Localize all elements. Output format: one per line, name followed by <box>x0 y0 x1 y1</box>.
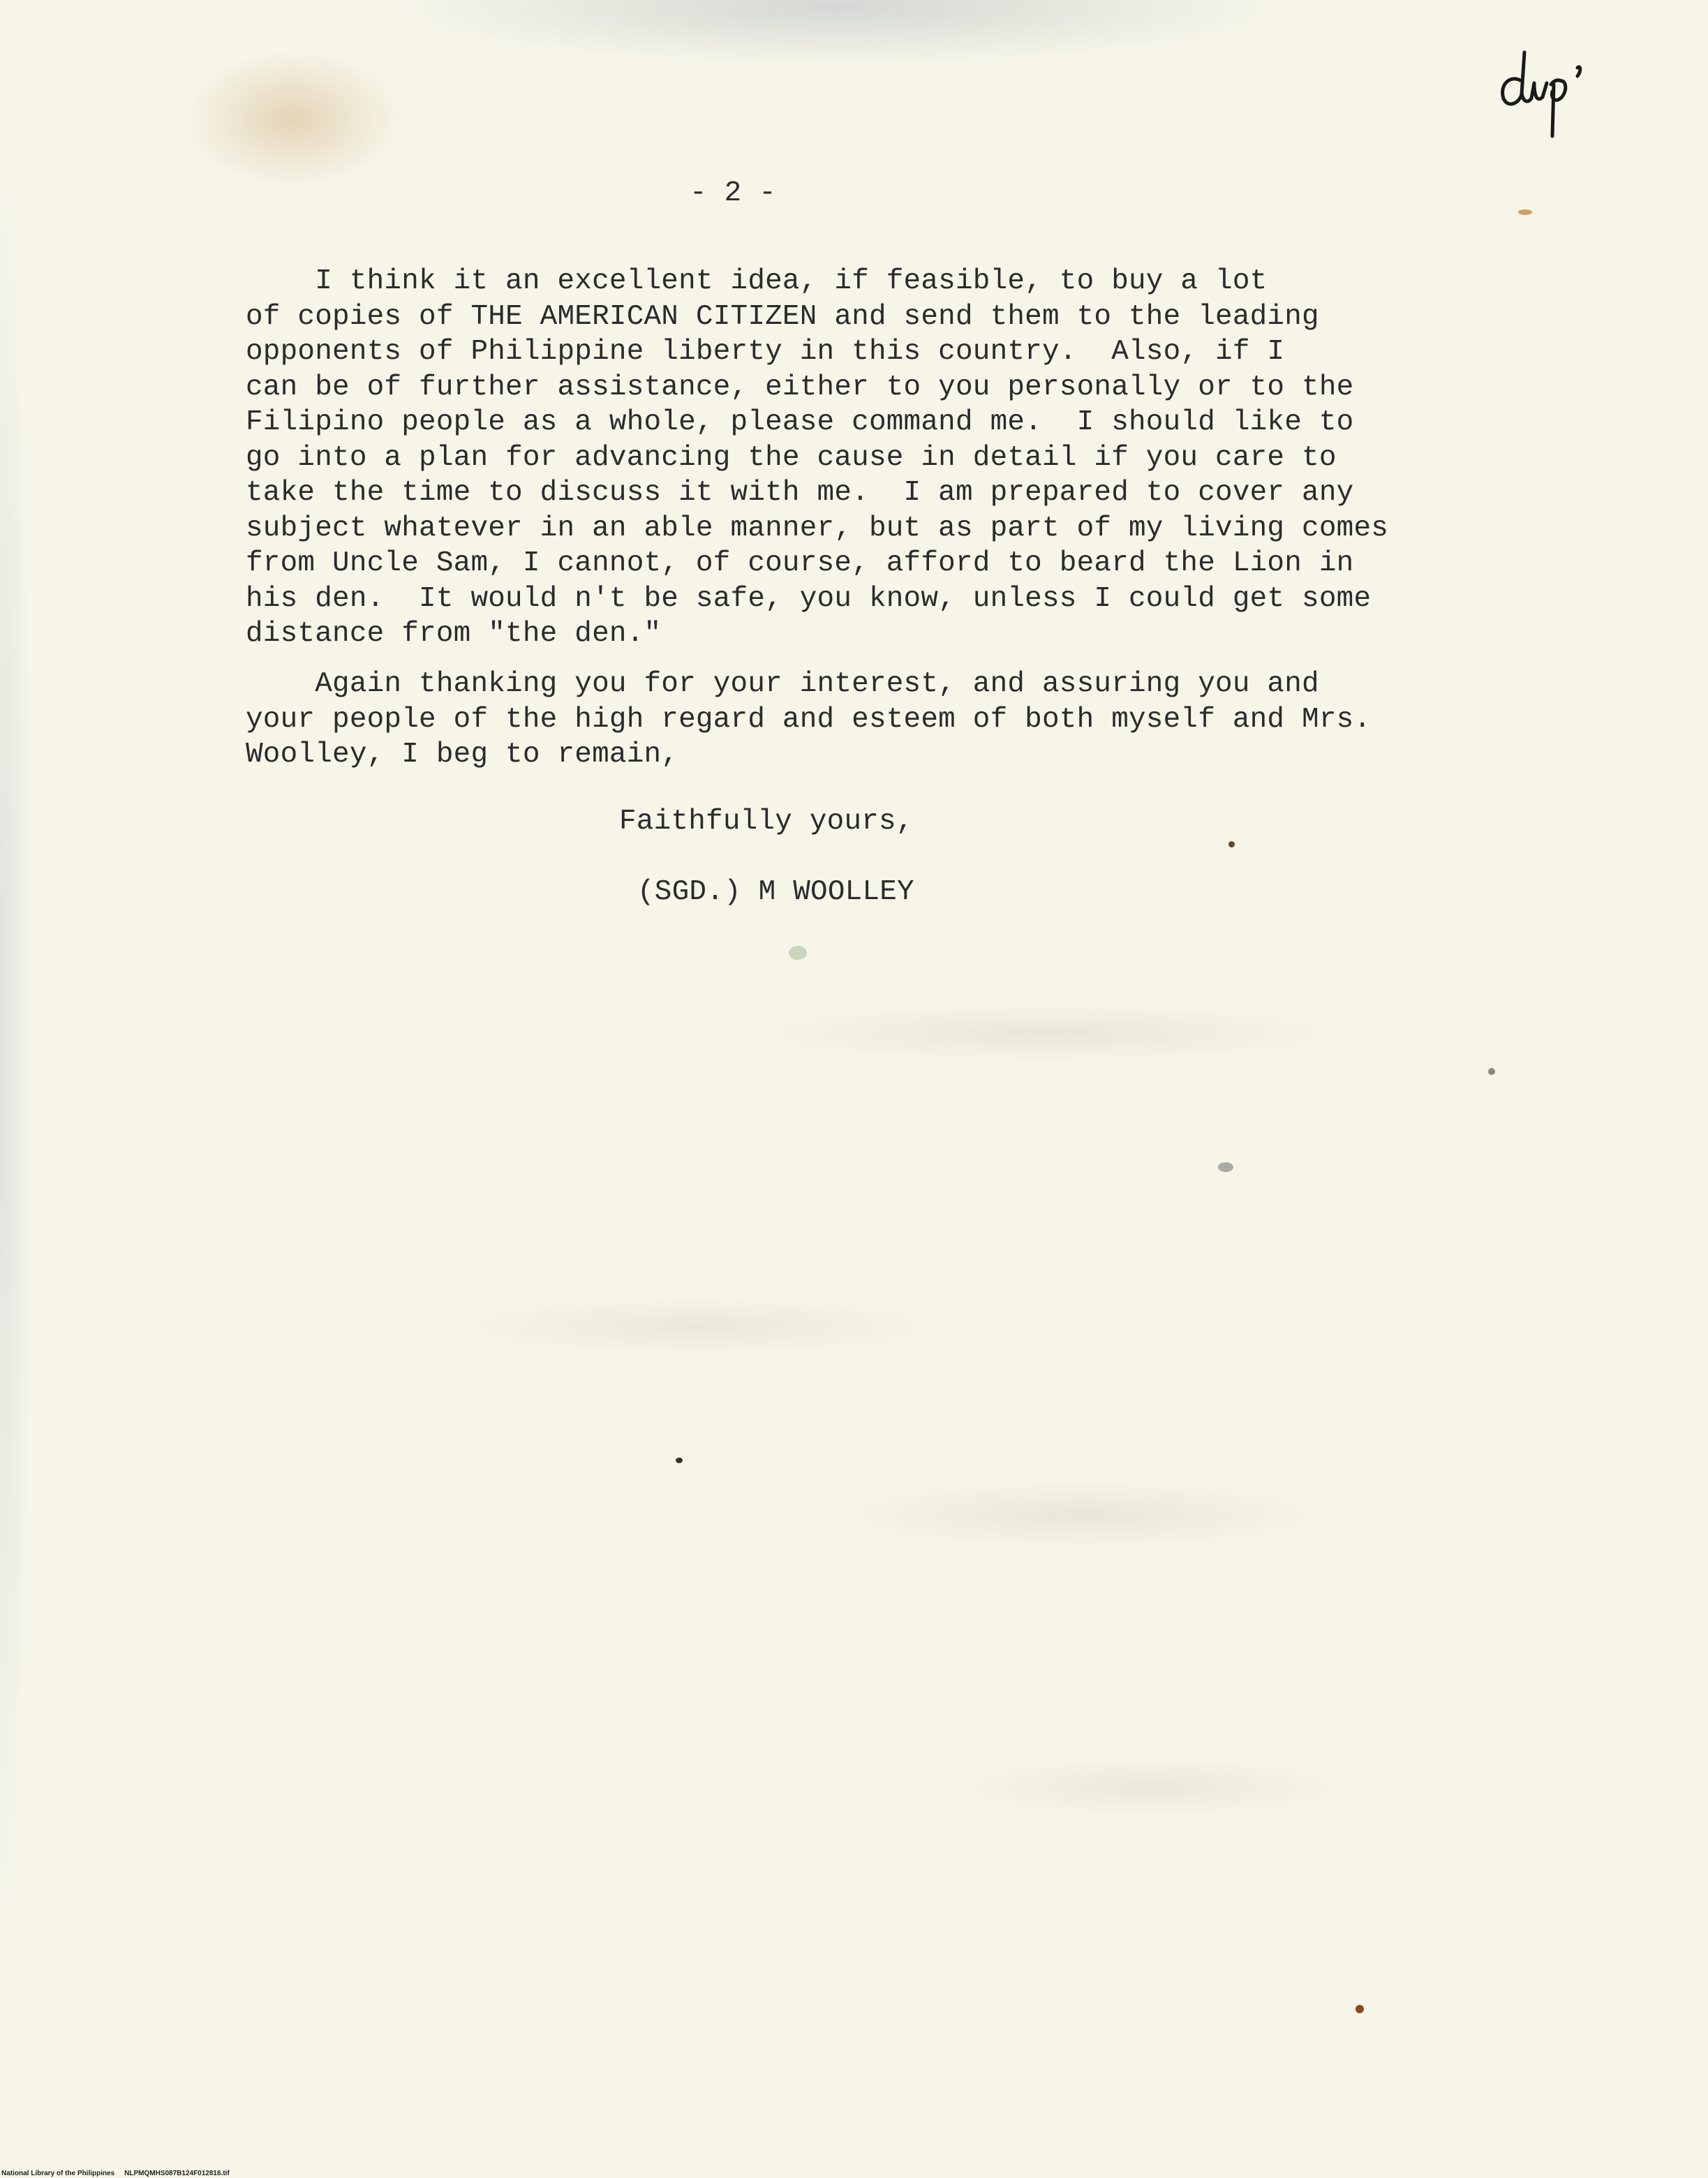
paper-speck <box>676 1458 683 1463</box>
archive-footer <box>1 2170 230 2177</box>
text-line: take the time to discuss it with me. I am prepared to cover any <box>246 477 1354 509</box>
text-line: go into a plan for advancing the cause in detail if you care to <box>246 441 1337 474</box>
text-line: I think it an excellent idea, if feasible, to buy a lot <box>246 265 1268 297</box>
text-line: Again thanking you for your interest, and assuring you and <box>246 668 1319 700</box>
text-line: of copies of THE AMERICAN CITIZEN and send them to the leading <box>246 300 1319 333</box>
text-line: distance from "the den." <box>246 618 662 650</box>
closing-salutation: Faithfully yours, <box>619 806 914 838</box>
paper-speck <box>789 946 807 960</box>
paper-speck <box>1218 1162 1233 1172</box>
handwritten-annotation <box>1494 31 1598 143</box>
paper-speck <box>1488 1068 1495 1075</box>
paper-speck <box>1356 2005 1364 2013</box>
text-line: his den. It would n't be safe, you know, unless I could get some <box>246 582 1372 615</box>
text-line: your people of the high regard and esteem of both myself and Mrs. <box>246 703 1372 736</box>
paper-speck <box>1228 841 1235 847</box>
page-number: - 2 - <box>690 177 777 209</box>
paper-speck <box>1518 209 1532 215</box>
text-line: subject whatever in an able manner, but as part of my living comes <box>246 512 1389 544</box>
text-line: Woolley, I beg to remain, <box>246 739 679 771</box>
text-line: from Uncle Sam, I cannot, of course, afford to beard the Lion in <box>246 547 1354 579</box>
signature-line: (SGD.) M WOOLLEY <box>637 876 914 908</box>
text-line: opponents of Philippine liberty in this country. Also, if I <box>246 336 1285 368</box>
body-paragraph-2 <box>246 667 1371 773</box>
text-line: Filipino people as a whole, please command me. I should like to <box>246 406 1354 438</box>
body-paragraph-1 <box>246 264 1388 652</box>
archive-filename: NLPMQMHS087B124F012816.tif <box>124 2170 230 2177</box>
archive-name: National Library of the Philippines <box>1 2170 115 2177</box>
text-line: can be of further assistance, either to you personally or to the <box>246 371 1354 403</box>
